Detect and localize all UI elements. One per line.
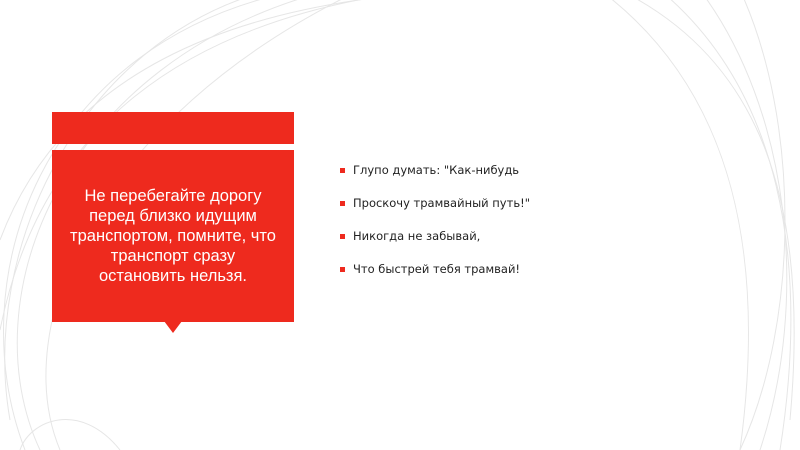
square-bullet-icon <box>340 168 345 173</box>
bullet-list <box>340 162 530 294</box>
bullet-text: Никогда не забывай, <box>353 229 481 243</box>
list-item <box>340 228 530 244</box>
bullet-text: Что быстрей тебя трамвай! <box>353 262 521 276</box>
bullet-text: Глупо думать: "Как-нибудь <box>353 163 520 177</box>
square-bullet-icon <box>340 234 345 239</box>
heading-callout <box>52 150 294 322</box>
square-bullet-icon <box>340 267 345 272</box>
list-item <box>340 162 530 178</box>
slide-heading: Не перебегайте дорогу перед близко идущим транспортом, помните, что транспорт сразу остановить нельзя. <box>70 187 276 285</box>
list-item <box>340 195 530 211</box>
callout-pointer <box>164 321 182 333</box>
list-item <box>340 261 530 277</box>
bullet-text: Проскочу трамвайный путь!" <box>353 196 530 210</box>
square-bullet-icon <box>340 201 345 206</box>
accent-bar <box>52 112 294 144</box>
